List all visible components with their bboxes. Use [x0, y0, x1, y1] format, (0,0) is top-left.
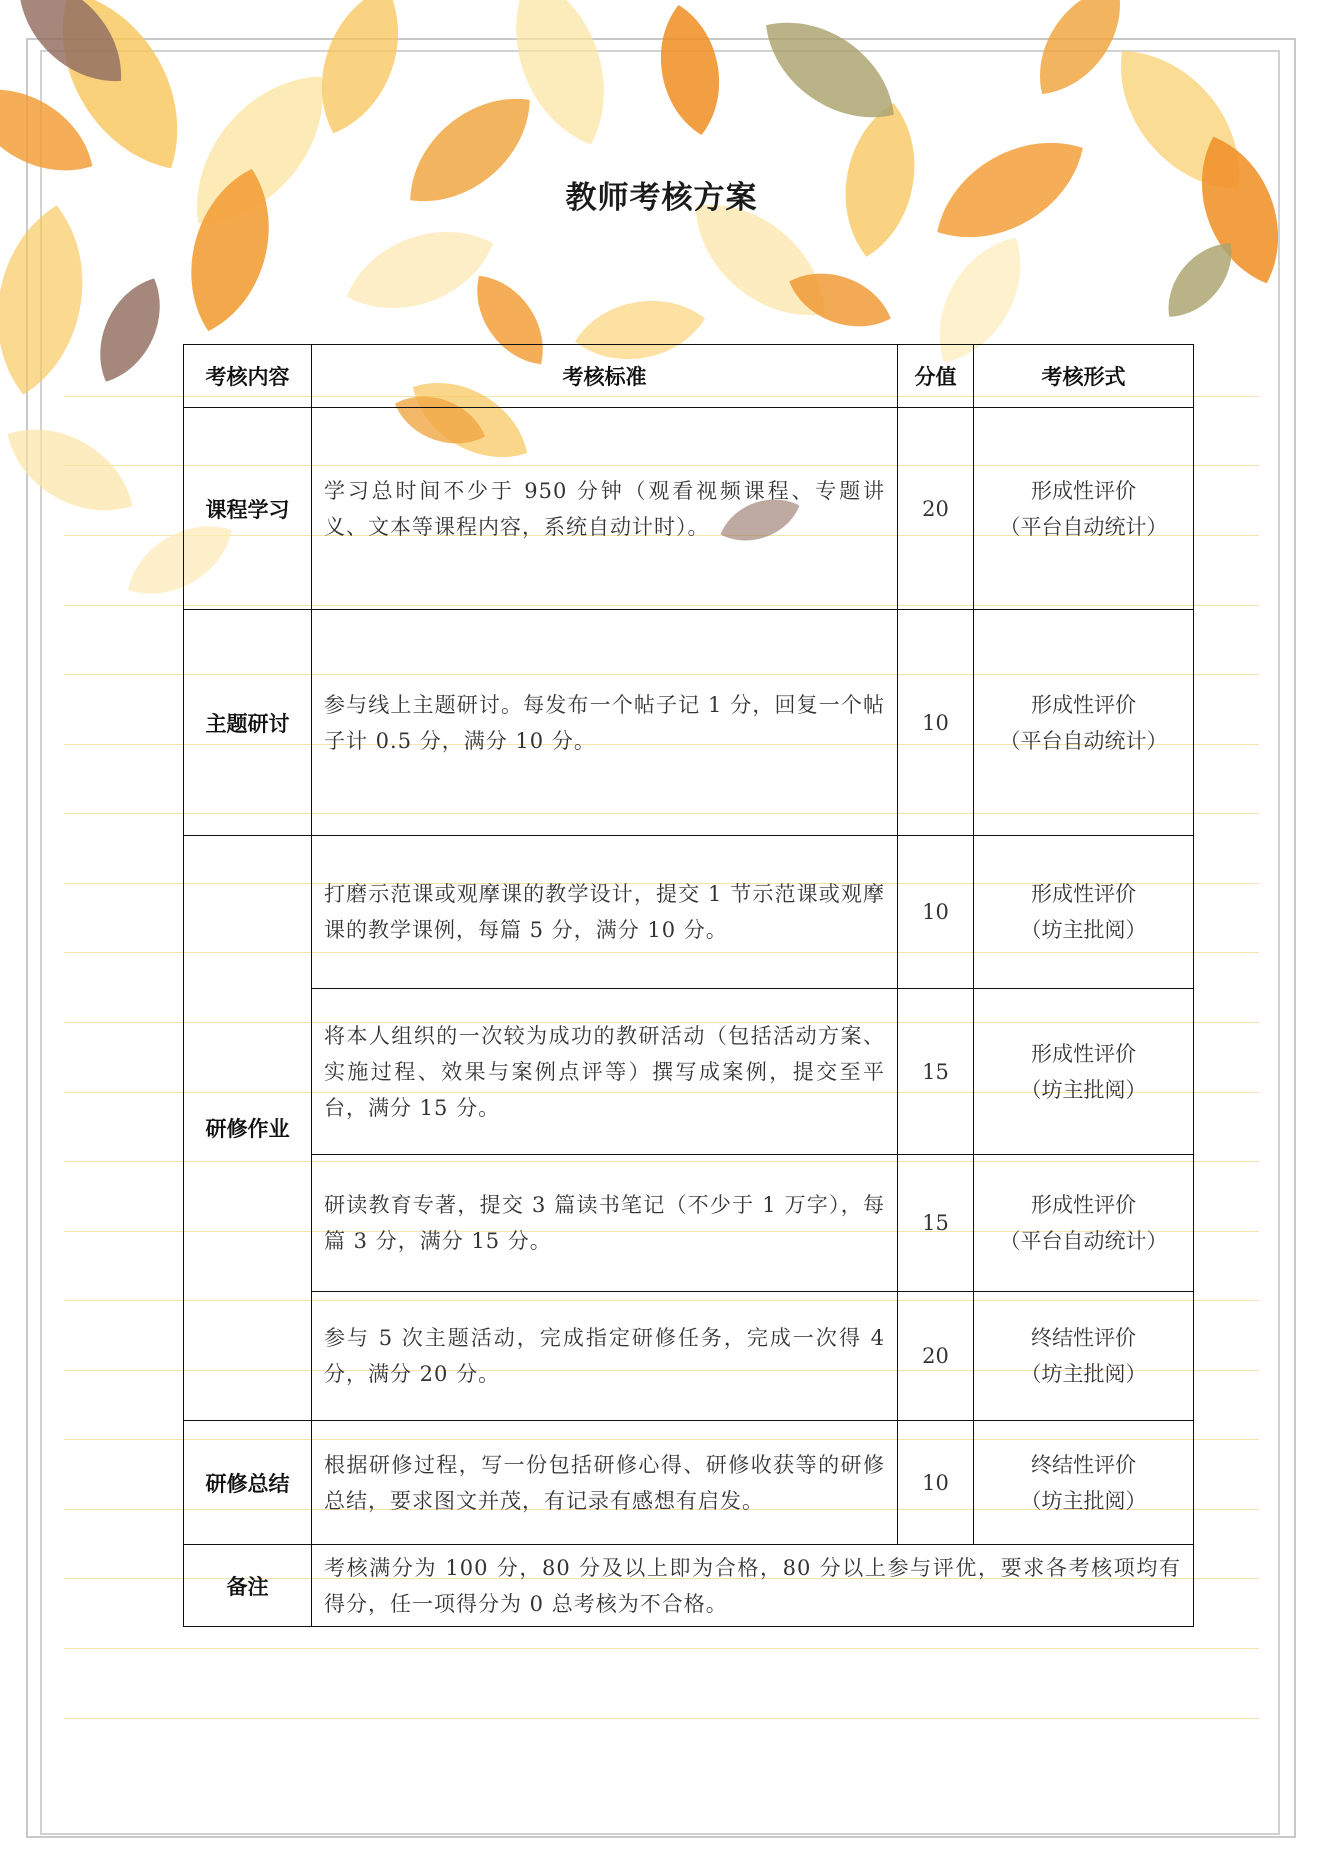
standard-cell: 研读教育专著，提交 3 篇读书笔记（不少于 1 万字），每篇 3 分，满分 15 分。	[312, 1155, 898, 1292]
score-cell: 10	[898, 1421, 974, 1545]
form-type: 形成性评价	[1031, 882, 1136, 906]
category-cell: 研修总结	[184, 1421, 312, 1545]
form-method: （坊主批阅）	[1020, 1488, 1147, 1513]
table-row	[184, 610, 1194, 836]
form-type: 终结性评价	[1031, 1326, 1136, 1350]
form-cell	[974, 1421, 1194, 1545]
table-row	[184, 1155, 1194, 1292]
form-cell	[974, 1292, 1194, 1421]
form-cell	[974, 408, 1194, 610]
note-label: 备注	[184, 1545, 312, 1627]
page-title: 教师考核方案	[565, 180, 758, 216]
header-score: 分值	[898, 345, 974, 408]
form-method: （坊主批阅）	[1020, 918, 1147, 942]
form-type: 形成性评价	[1031, 1193, 1136, 1217]
table-row	[184, 836, 1194, 989]
table-header-row	[184, 345, 1194, 408]
note-text: 考核满分为 100 分，80 分及以上即为合格，80 分以上参与评优，要求各考核项均有得分，任一项得分为 0 总考核为不合格。	[312, 1545, 1194, 1627]
form-type: 终结性评价	[1031, 1452, 1136, 1477]
score-cell: 20	[898, 408, 974, 610]
score-cell: 20	[898, 1292, 974, 1421]
standard-cell: 参与线上主题研讨。每发布一个帖子记 1 分，回复一个帖子计 0.5 分，满分 10 分。	[312, 610, 898, 836]
assessment-table	[183, 344, 1194, 1627]
form-cell	[974, 610, 1194, 836]
category-cell: 研修作业	[184, 836, 312, 1421]
standard-cell: 将本人组织的一次较为成功的教研活动（包括活动方案、实施过程、效果与案例点评等）撰写成案例，提交至平台，满分 15 分。	[312, 989, 898, 1155]
form-method: （平台自动统计）	[999, 1229, 1168, 1253]
form-method: （平台自动统计）	[999, 514, 1168, 539]
standard-cell: 参与 5 次主题活动，完成指定研修任务，完成一次得 4 分，满分 20 分。	[312, 1292, 898, 1421]
category-cell: 课程学习	[184, 408, 312, 610]
category-cell: 主题研讨	[184, 610, 312, 836]
score-cell: 15	[898, 989, 974, 1155]
form-cell	[974, 989, 1194, 1155]
form-type: 形成性评价	[1031, 1041, 1136, 1066]
table-row	[184, 989, 1194, 1155]
form-method: （坊主批阅）	[1020, 1077, 1147, 1102]
form-cell	[974, 836, 1194, 989]
form-type: 形成性评价	[1031, 478, 1136, 503]
header-content: 考核内容	[184, 345, 312, 408]
standard-cell: 根据研修过程，写一份包括研修心得、研修收获等的研修总结，要求图文并茂，有记录有感想有启发。	[312, 1421, 898, 1545]
score-cell: 10	[898, 610, 974, 836]
standard-cell: 打磨示范课或观摩课的教学设计，提交 1 节示范课或观摩课的教学课例，每篇 5 分，满分 10 分。	[312, 836, 898, 989]
header-form: 考核形式	[974, 345, 1194, 408]
form-method: （坊主批阅）	[1020, 1362, 1147, 1386]
form-type: 形成性评价	[1031, 692, 1136, 717]
form-method: （平台自动统计）	[999, 728, 1168, 753]
standard-cell: 学习总时间不少于 950 分钟（观看视频课程、专题讲义、文本等课程内容，系统自动计时）。	[312, 408, 898, 610]
form-cell	[974, 1155, 1194, 1292]
score-cell: 15	[898, 1155, 974, 1292]
table-row	[184, 1292, 1194, 1421]
header-standard: 考核标准	[312, 345, 898, 408]
note-row	[184, 1545, 1194, 1627]
table-row	[184, 1421, 1194, 1545]
table-row	[184, 408, 1194, 610]
score-cell: 10	[898, 836, 974, 989]
